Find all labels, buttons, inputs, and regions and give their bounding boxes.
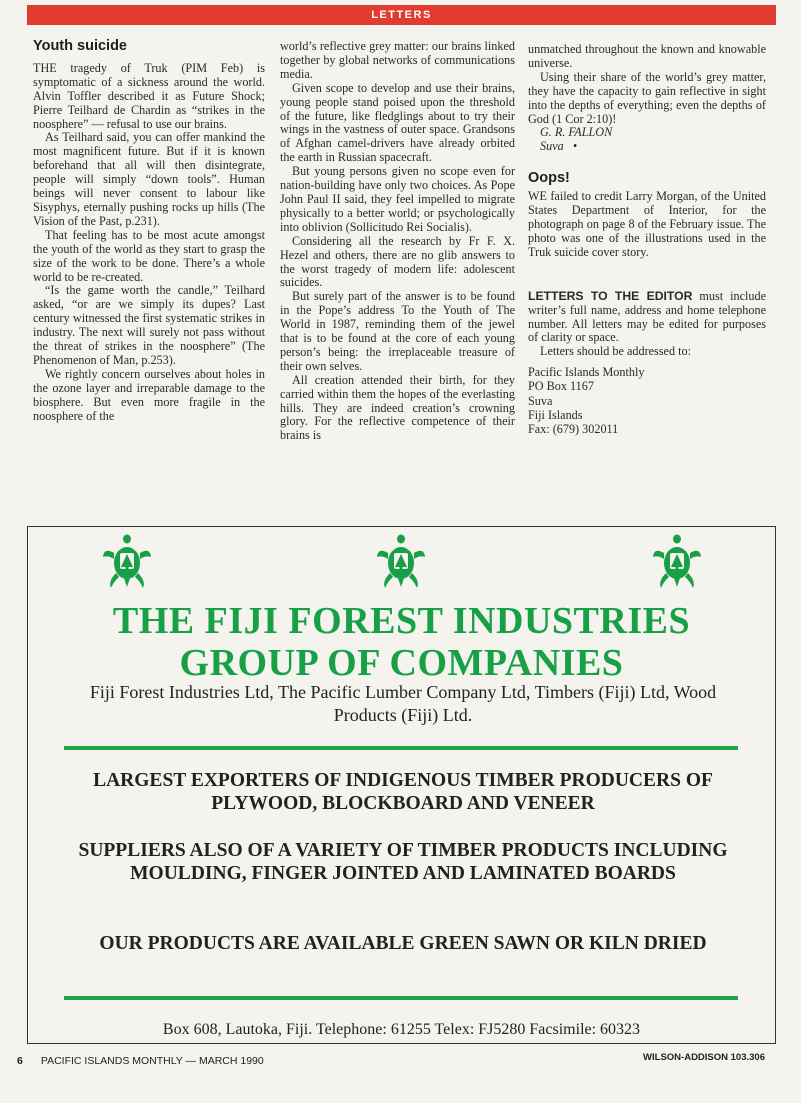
ad-title-line-2: GROUP OF COMPANIES (179, 642, 624, 684)
editor-note-heading: LETTERS TO THE EDITOR (528, 288, 693, 303)
paragraph: But young persons given no scope even for nation-building have only two choices. As Pope John Paul II said, they feel impelled to migrate physically to a better world; or psychologically into oblivion (Sollicitudo Rei Socialis). (280, 164, 515, 234)
ad-text-block: OUR PRODUCTS ARE AVAILABLE GREEN SAWN OR KILN DRIED (99, 933, 707, 954)
paragraph: “Is the game worth the candle,” Teilhard asked, “or are we simply its dupes? Last century witnessed the first systematic strikes in industry. The next will surely not pass without the threat of strikes in the noosphere” (The Phenomenon of Man, p.253). (33, 283, 265, 367)
page-footer (17, 1055, 264, 1067)
column-2 (280, 40, 515, 443)
ad-title-line-1: THE FIJI FOREST INDUSTRIES (112, 600, 691, 642)
ad-subtitle: Fiji Forest Industries Ltd, The Pacific Lumber Company Ltd, Timbers (Fiji) Ltd, Wood Products (Fiji) Ltd. (89, 682, 717, 725)
paragraph: Using their share of the world’s grey matter, they have the capacity to gain reflective in sight into the depths of everything; even the depths of God (1 Cor 2:10)! (528, 69, 766, 126)
agency-credit: WILSON-ADDISON 103.306 (643, 1052, 765, 1063)
paragraph: But surely part of the answer is to be found in the Pope’s address To the Youth of The World in 1987, reminding them of the jewel that is to be found at the core of each young person’s being: the irreplaceable treasure of their own selves. (280, 289, 515, 373)
signature-place (528, 140, 766, 154)
paragraph: All creation attended their birth, for they carried within them the hopes of the everlasting hills. They are indeed creation’s crowning glory. For the reflective competence of their brains is (280, 372, 515, 443)
ad-contact: Box 608, Lautoka, Fiji. Telephone: 61255 Telex: FJ5280 Facsimile: 60323 (162, 1021, 641, 1038)
column-3 (528, 43, 766, 436)
end-mark-icon: • (572, 139, 578, 154)
editor-note (528, 290, 766, 346)
address-line: Pacific Islands Monthly (528, 365, 645, 380)
paragraph: Considering all the research by Fr F. X. Hezel and others, there are no glib answers to the worst tragedy of modern life: adolescent suicides. (280, 233, 515, 290)
ad-text-block: LARGEST EXPORTERS OF INDIGENOUS TIMBER PRODUCERS OF PLYWOOD, BLOCKBOARD AND VENEER (93, 770, 713, 814)
paragraph: We rightly concern ourselves about holes in the ozone layer and irreparable damage to the biosphere. But even more fragile in the noosphere of the (33, 366, 265, 423)
publication-line: PACIFIC ISLANDS MONTHLY — MARCH 1990 (40, 1055, 264, 1067)
paragraph: That feeling has to be most acute amongst the youth of the world as they start to grasp the size of the work to be done. There’s a whole world to be re-created. (33, 227, 265, 284)
column-1 (33, 33, 265, 423)
paragraph: unmatched throughout the known and knowable universe. (528, 42, 766, 70)
address-block (528, 365, 766, 436)
editor-note-body: must include writer’s full name, address and home telephone number. All letters may be edited for purposes of clarity or space. (528, 288, 766, 345)
turtle-logo-icon (376, 533, 426, 591)
paragraph: world’s reflective grey matter: our brains linked together by global networks of communications media. (280, 39, 515, 81)
address-line: PO Box 1167 (528, 379, 594, 394)
ad-text-block: SUPPLIERS ALSO OF A VARIETY OF TIMBER PRODUCTS INCLUDING MOULDING, FINGER JOINTED AND LAMINATED BOARDS (78, 840, 728, 884)
letter-title: Youth suicide (33, 38, 127, 54)
paragraph: As Teilhard said, you can offer mankind the most magnificent future. But if it is known beforehand that all will then disintegrate, people will simply “down tools”. Human beings will never consent to labour like Sisyphys, eternally pushing rocks up hills (The Vision of the Past, p.231). (33, 130, 265, 228)
address-line: Fiji Islands (528, 407, 583, 422)
address-line: Suva (528, 393, 553, 408)
paragraph: THE tragedy of Truk (PIM Feb) is symptomatic of a sickness around the world. Alvin Toffler described it as Future Shock; Pierre Teilhard de Chardin as “strikes in the noosphere” — refusal to use our brains. (33, 60, 265, 131)
signature-place-text: Suva (540, 139, 564, 154)
section-banner: LETTERS (27, 5, 776, 25)
signature-name: G. R. FALLON (540, 125, 613, 140)
letter-title: Oops! (528, 170, 570, 187)
address-intro: Letters should be addressed to: (540, 344, 691, 359)
paragraph: WE failed to credit Larry Morgan, of the United States Department of Interior, for the photograph on page 8 of the February issue. The photo was one of the illustrations used in the Truk suicide cover story. (528, 189, 766, 259)
turtle-logo-icon (102, 533, 152, 591)
divider (64, 996, 738, 1000)
page-number: 6 (17, 1055, 23, 1067)
advertisement (27, 526, 776, 1044)
paragraph: Given scope to develop and use their brains, young people stand poised upon the threshold of the future, like fledglings about to try their wings in the vastness of outer space. Grandsons of Afghan camel-drivers have already orbited the earth in Russian spacecraft. (280, 80, 515, 165)
address-line: Fax: (679) 302011 (528, 422, 619, 437)
divider (64, 746, 738, 750)
turtle-logo-icon (652, 533, 702, 591)
